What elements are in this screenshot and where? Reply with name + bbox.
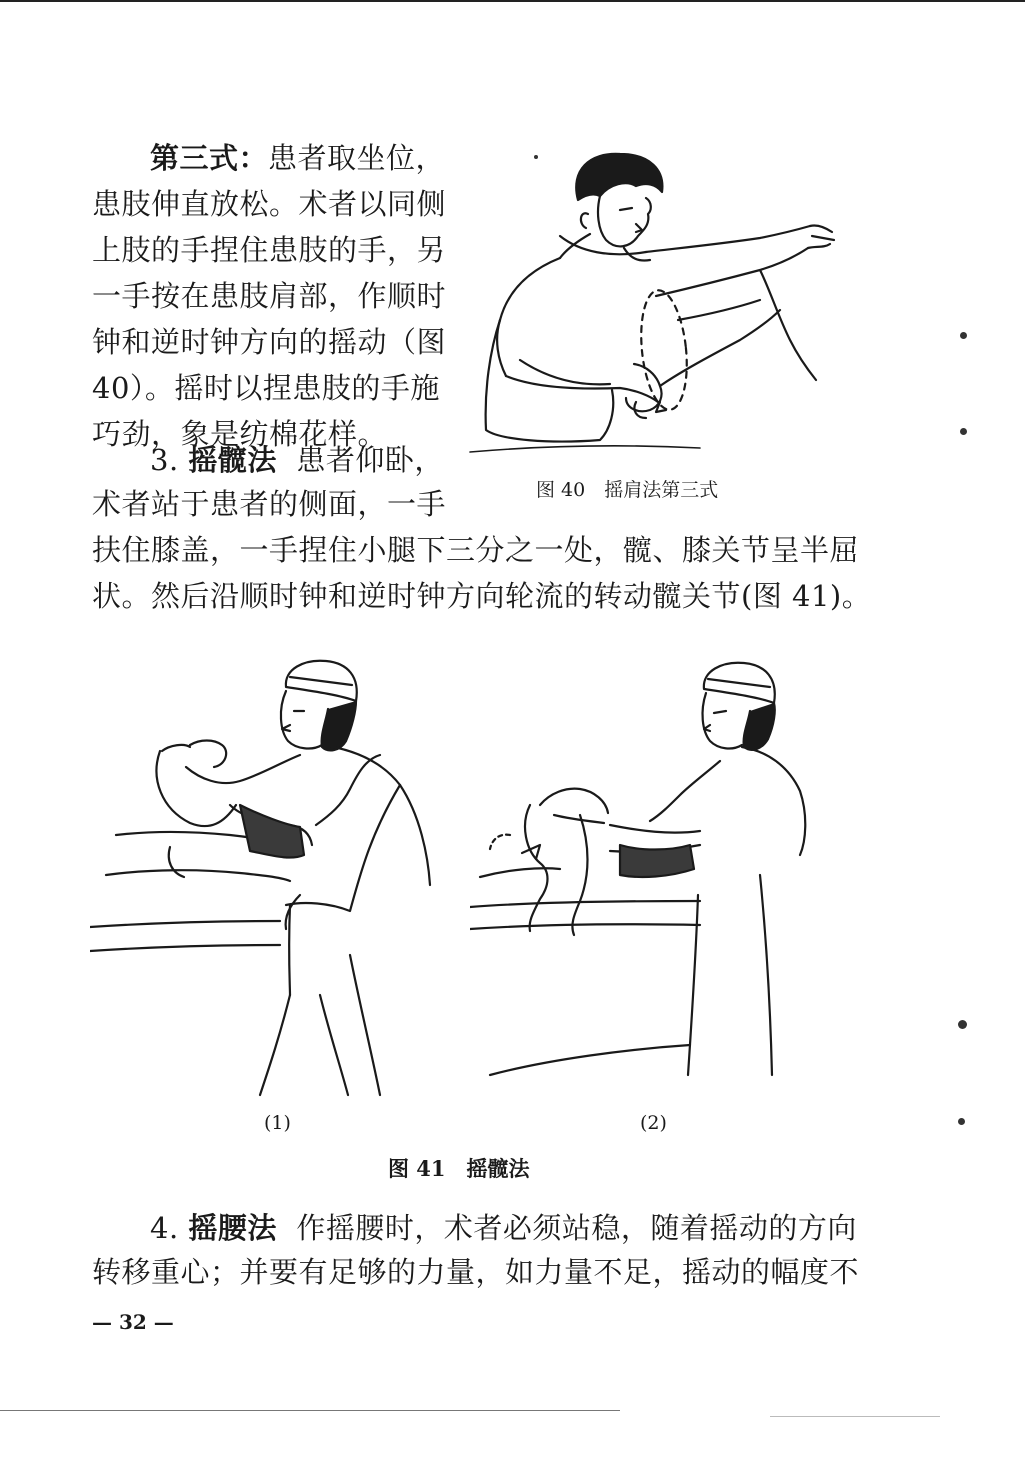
para1-line-1-text: 患者取坐位， [268,141,446,175]
para2-number: 3. [150,443,179,477]
para1-line-1 [150,141,446,175]
figure-41-1-illustration [90,655,450,1100]
para1-line-6: 40）。摇时以捏患肢的手施 [92,371,440,405]
scan-speck [958,1020,967,1029]
para2-line-3: 扶住膝盖，一手捏住小腿下三分之一处，髋、膝关节呈半屈 [92,533,860,567]
figure-41-caption: 图 41 摇髋法 [388,1156,530,1181]
para2-heading: 摇髋法 [188,443,277,477]
para1-line-4: 一手按在患肢肩部，作顺时 [92,279,447,313]
para1-heading: 第三式： [150,141,269,175]
para1-line-7: 巧劲，象是纺棉花样。 [92,417,388,451]
para1-line-5: 钟和逆时钟方向的摇动（图 [92,325,447,359]
page-number: — 32 — [92,1310,174,1334]
para2-line-1 [150,443,444,477]
para2-line-4: 状。然后沿顺时钟和逆时钟方向轮流的转动髋关节(图 41)。 [92,579,872,613]
scan-top-border [0,0,1025,2]
figure-41-subcaption-1: (1) [264,1112,291,1134]
scan-bottom-line [0,1410,620,1411]
para1-line-3: 上肢的手捏住患肢的手，另 [92,233,447,267]
figure-40-caption: 图 40 摇肩法第三式 [536,479,719,501]
para2-line-2: 术者站于患者的侧面，一手 [92,487,447,521]
figure-41-2-illustration [470,655,820,1100]
scan-speck [958,1118,965,1125]
para3-number: 4. [150,1211,179,1245]
para3-line-2: 转移重心；并要有足够的力量，如力量不足，摇动的幅度不 [92,1255,860,1289]
scan-bottom-line [770,1416,940,1417]
para3-heading: 摇腰法 [188,1211,277,1245]
para2-line-1-text: 患者仰卧， [296,443,444,477]
para1-line-2: 患肢伸直放松。术者以同侧 [92,187,447,221]
figure-40-illustration [460,140,840,470]
scan-speck [534,155,538,159]
para3-line-1 [150,1211,857,1245]
figure-41-subcaption-2: (2) [640,1112,667,1134]
scan-speck [960,428,967,435]
scan-speck [960,332,967,339]
para3-line-1-text: 作摇腰时，术者必须站稳，随着摇动的方向 [296,1211,857,1245]
